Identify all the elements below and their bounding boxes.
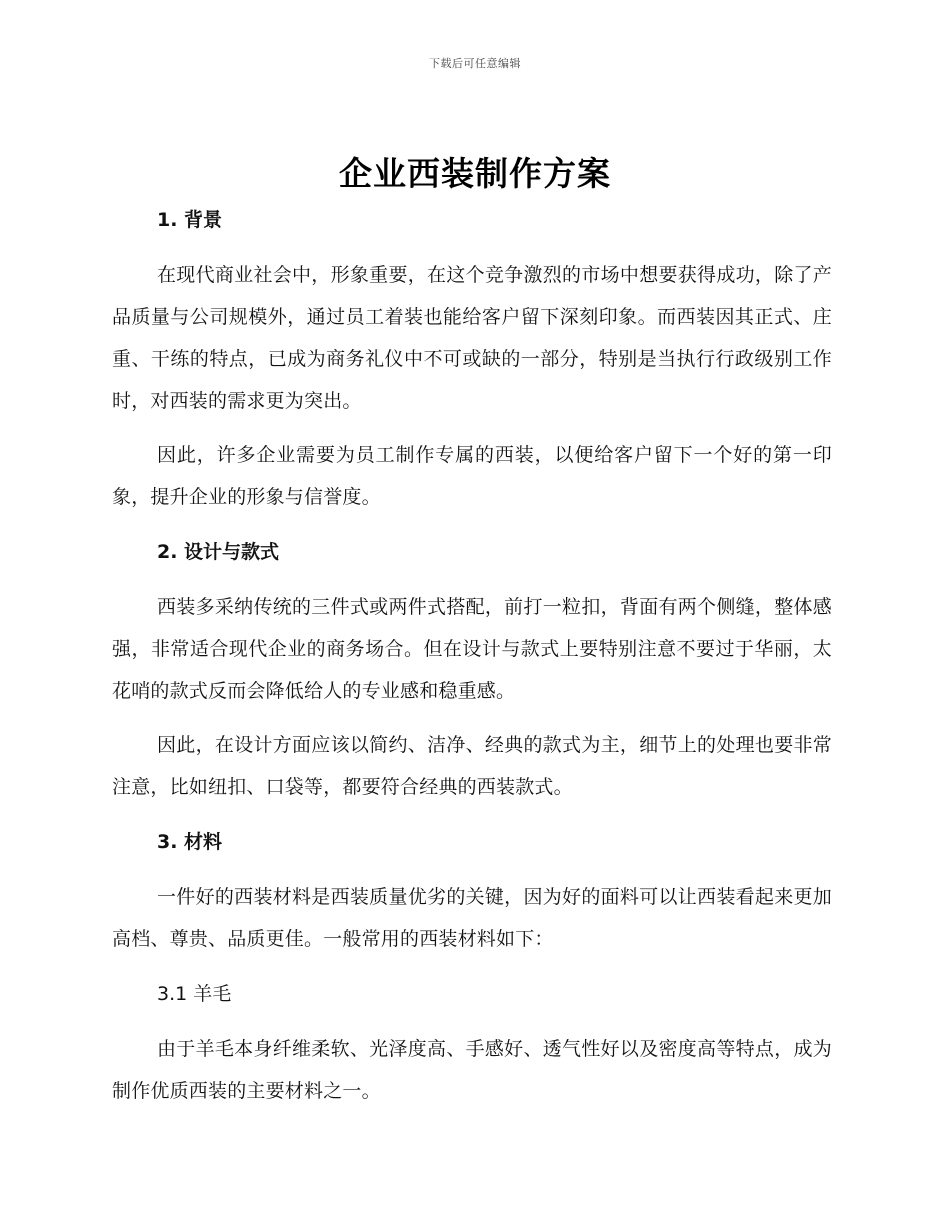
subsection-heading-wool: 3.1 羊毛 xyxy=(157,983,232,1005)
section-heading-materials: 3. 材料 xyxy=(157,831,223,853)
paragraph: 因此，在设计方面应该以简约、洁净、经典的款式为主，细节上的处理也要非常注意，比如纽扣、口袋等，都要符合经典的西装款式。 xyxy=(112,734,832,798)
section-heading-design: 2. 设计与款式 xyxy=(157,541,280,563)
paragraph: 在现代商业社会中，形象重要，在这个竞争激烈的市场中想要获得成功，除了产品质量与公司规模外，通过员工着装也能给客户留下深刻印象。而西装因其正式、庄重、干练的特点，已成为商务礼仪中不可或缺的一部分，特别是当执行行政级别工作时，对西装的需求更为突出。 xyxy=(112,264,832,412)
header-note: 下载后可任意编辑 xyxy=(429,57,521,70)
paragraph: 西装多采纳传统的三件式或两件式搭配，前打一粒扣，背面有两个侧缝，整体感强，非常适合现代企业的商务场合。但在设计与款式上要特别注意不要过于华丽，太花哨的款式反而会降低给人的专业感和稳重感。 xyxy=(112,596,832,702)
document-title: 企业西装制作方案 xyxy=(339,154,611,193)
paragraph: 由于羊毛本身纤维柔软、光泽度高、手感好、透气性好以及密度高等特点，成为制作优质西装的主要材料之一。 xyxy=(112,1038,832,1102)
document-body xyxy=(112,200,832,1112)
paragraph: 因此，许多企业需要为员工制作专属的西装，以便给客户留下一个好的第一印象，提升企业的形象与信誉度。 xyxy=(112,444,832,508)
section-heading-background: 1. 背景 xyxy=(157,209,223,231)
paragraph: 一件好的西装材料是西装质量优劣的关键，因为好的面料可以让西装看起来更加高档、尊贵、品质更佳。一般常用的西装材料如下： xyxy=(112,886,832,950)
